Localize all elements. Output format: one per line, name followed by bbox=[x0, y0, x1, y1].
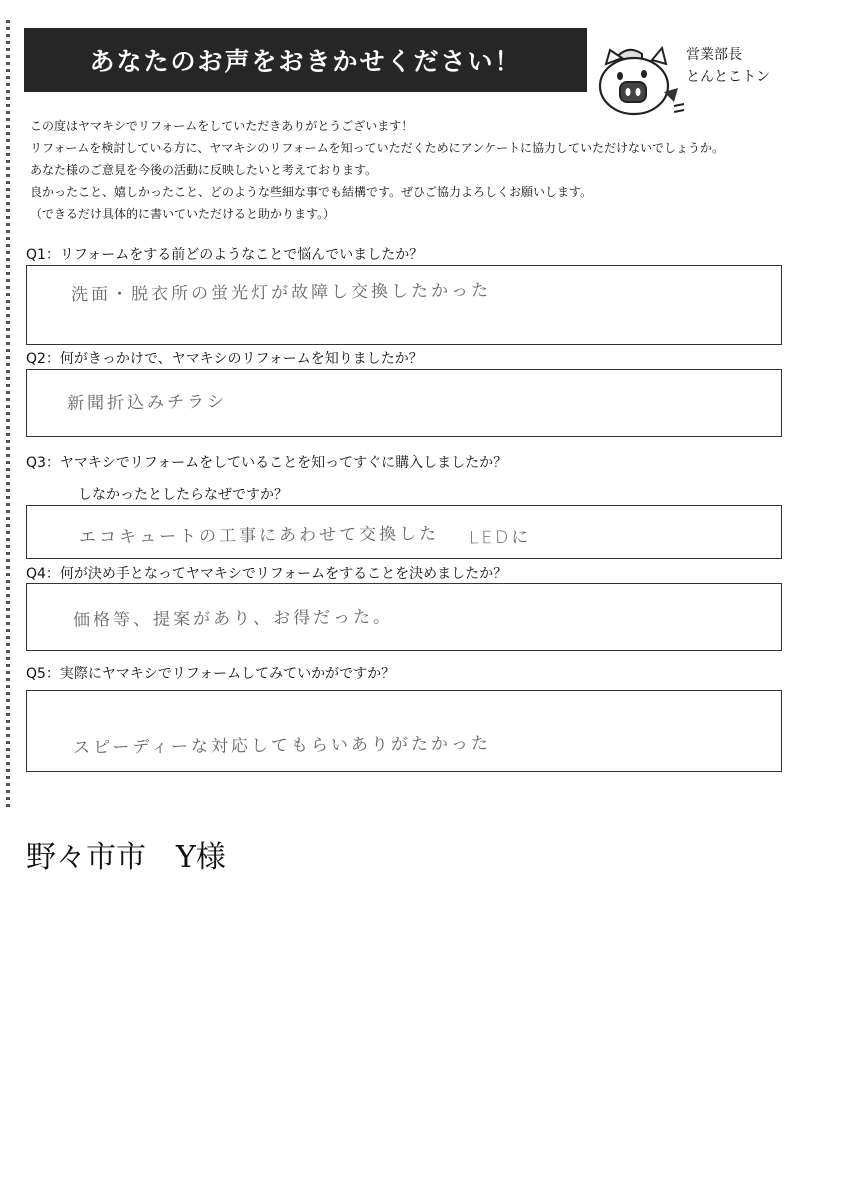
question-5-label: Q5：実際にヤマキシでリフォームしてみていかがですか？ bbox=[26, 666, 396, 682]
question-3-sublabel: しなかったとしたらなぜですか？ bbox=[78, 487, 288, 503]
answer-3-box[interactable] bbox=[26, 505, 782, 559]
mascot-name: とんとこトン bbox=[686, 69, 770, 85]
respondent-signature: 野々市市 Y様 bbox=[26, 840, 226, 875]
answer-4-box[interactable] bbox=[26, 583, 782, 651]
question-3-label: Q3：ヤマキシでリフォームをしていることを知ってすぐに購入しましたか？ bbox=[26, 455, 508, 471]
answer-5-box[interactable] bbox=[26, 690, 782, 772]
answer-4-text: 価格等、提案があり、お得だった。 bbox=[72, 607, 394, 631]
question-4-label: Q4：何が決め手となってヤマキシでリフォームをすることを決めましたか？ bbox=[26, 566, 508, 582]
answer-2-box[interactable] bbox=[26, 369, 782, 437]
intro-text bbox=[30, 115, 820, 225]
answer-5-text: スピーディーな対応してもらいありがたかった bbox=[72, 733, 492, 759]
binding-perforation bbox=[6, 20, 10, 810]
answer-2-text: 新聞折込みチラシ bbox=[66, 392, 228, 414]
answer-1-box[interactable] bbox=[26, 265, 782, 345]
mascot-role: 営業部長 bbox=[686, 47, 742, 63]
answer-3-text: エコキュートの工事にあわせて交換した bbox=[78, 524, 440, 548]
intro-line: 良かったこと、嬉しかったこと、どのような些細な事でも結構です。ぜひご協力よろしくお願いします。 bbox=[30, 185, 593, 199]
answer-3-extra: LEDに bbox=[468, 527, 532, 549]
question-2-label: Q2：何がきっかけで、ヤマキシのリフォームを知りましたか？ bbox=[26, 351, 423, 367]
intro-line: リフォームを検討している方に、ヤマキシのリフォームを知っていただくためにアンケートに協力していただけないでしょうか。 bbox=[30, 141, 724, 155]
page-title: あなたのお声をおきかせください！ bbox=[89, 47, 522, 76]
answer-1-text: 洗面・脱衣所の蛍光灯が故障し交換したかった bbox=[70, 280, 492, 306]
intro-line: （できるだけ具体的に書いていただけると助かります。） bbox=[30, 207, 336, 221]
intro-line: あなた様のご意見を今後の活動に反映したいと考えております。 bbox=[30, 163, 378, 177]
intro-line: この度はヤマキシでリフォームをしていただきありがとうございます！ bbox=[30, 119, 414, 133]
question-1-label: Q1：リフォームをする前どのようなことで悩んでいましたか？ bbox=[26, 247, 424, 263]
pig-mascot-icon bbox=[594, 44, 686, 118]
mascot-caption bbox=[686, 44, 786, 88]
title-banner bbox=[24, 28, 587, 92]
